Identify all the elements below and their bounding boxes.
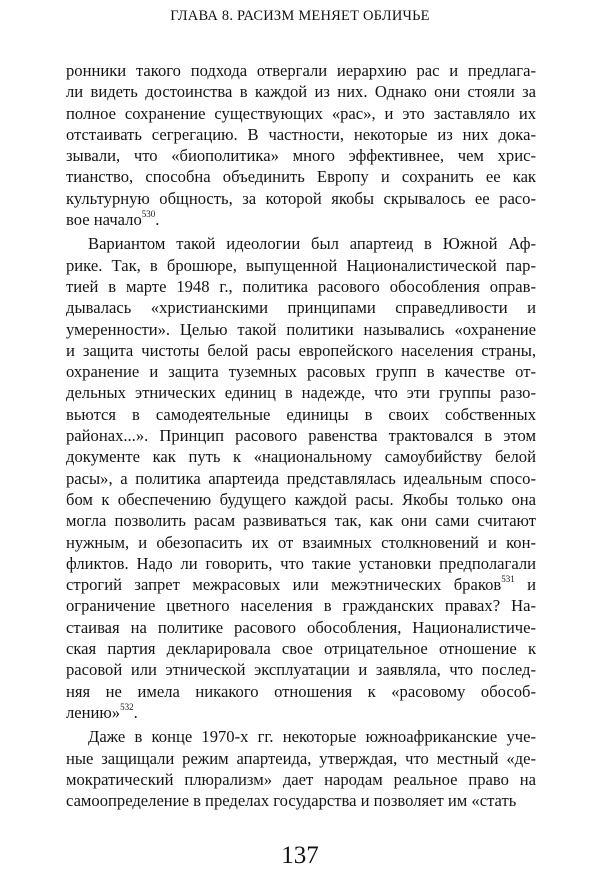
text-line bbox=[66, 489, 536, 510]
line-text: мократический плюрализм» дает народам реальное право на bbox=[66, 769, 536, 789]
page-number: 137 bbox=[281, 842, 319, 869]
text-line bbox=[66, 81, 536, 102]
line-text: могла позволить расам развиваться так, как они сами считают bbox=[66, 511, 536, 531]
text-line bbox=[66, 233, 536, 254]
text-line bbox=[66, 748, 536, 769]
line-text: стаивая на политике расового обособления, Националистиче- bbox=[66, 617, 536, 637]
line-text: нужным, и обезопасить их от взаимных столкновений и кон- bbox=[66, 532, 536, 552]
line-text: бом к обеспечению будущего каждой расы. Якобы только она bbox=[66, 489, 536, 509]
text-line bbox=[66, 166, 536, 187]
footnote-reference: 532 bbox=[120, 701, 134, 712]
text-line bbox=[66, 574, 536, 595]
text-line bbox=[66, 145, 536, 166]
text-line bbox=[66, 103, 536, 124]
text-line bbox=[66, 124, 536, 145]
text-line bbox=[66, 553, 536, 574]
line-text-after: и bbox=[514, 575, 537, 595]
line-text: ская партия декларировала свое отрицательное отношение к bbox=[66, 639, 536, 659]
line-text: Даже в конце 1970-х гг. некоторые южноафриканские уче- bbox=[88, 727, 536, 747]
text-line bbox=[66, 209, 536, 230]
line-text: рике. Так, в брошюре, выпущенной Националистической пар- bbox=[66, 255, 536, 275]
line-text: ные защищали режим апартеида, утверждая, что местный «де- bbox=[66, 748, 536, 768]
line-text: и защита чистоты белой расы европейского населения страны, bbox=[66, 340, 536, 360]
footnote-reference: 531 bbox=[501, 574, 515, 585]
line-text: тианство, способна объединить Европу и сохранить ее как bbox=[66, 167, 536, 187]
line-text: зывали, что «биополитика» много эффективнее, чем хрис- bbox=[66, 146, 536, 166]
line-text: фликтов. Надо ли говорить, что такие установки предполагали bbox=[66, 553, 536, 573]
running-head: ГЛАВА 8. РАСИЗМ МЕНЯЕТ ОБЛИЧЬЕ bbox=[170, 8, 430, 24]
line-text: тией в марте 1948 г., политика расового обособления оправ- bbox=[66, 276, 536, 296]
footnote-reference: 530 bbox=[141, 209, 156, 220]
line-text: охранение и защита туземных расовых групп в качестве от- bbox=[66, 362, 536, 382]
line-text: вьются в самодеятельные единицы в своих собственных bbox=[66, 404, 536, 424]
line-text: районах...». Принцип расового равенства трактовался в этом bbox=[66, 426, 536, 446]
text-line bbox=[66, 446, 536, 467]
text-line bbox=[66, 276, 536, 297]
line-text: ронники такого подхода отвергали иерархию рас и предлага- bbox=[66, 61, 536, 80]
text-line bbox=[66, 297, 536, 318]
text-line bbox=[66, 361, 536, 382]
line-text-after: . bbox=[133, 702, 138, 722]
text-line bbox=[66, 638, 536, 659]
text-line bbox=[66, 404, 536, 425]
text-line bbox=[66, 255, 536, 276]
line-text-after: . bbox=[155, 210, 160, 230]
text-line bbox=[66, 595, 536, 616]
text-line bbox=[66, 319, 536, 340]
text-line bbox=[66, 468, 536, 489]
line-text: вое начало bbox=[66, 210, 142, 230]
body-text bbox=[66, 60, 536, 814]
text-line bbox=[66, 769, 536, 790]
line-text: расы», а политика апартеида представлялась идеальным спосо- bbox=[66, 468, 536, 488]
line-text: документе как путь к «национальному самоубийству белой bbox=[66, 447, 536, 467]
line-text: няя не имела никакого отношения к «расовому обособ- bbox=[66, 681, 536, 701]
text-line bbox=[66, 726, 536, 747]
line-text: строгий запрет межрасовых или межэтнических браков bbox=[66, 575, 502, 595]
line-text: расовой или этнической эксплуатации и заявляла, что послед- bbox=[66, 660, 536, 680]
text-line bbox=[66, 340, 536, 361]
line-text: полное сохранение существующих «рас», и это заставляло их bbox=[66, 103, 536, 123]
text-line bbox=[66, 60, 536, 81]
text-line bbox=[66, 532, 536, 553]
line-text: Вариантом такой идеологии был апартеид в Южной Аф- bbox=[88, 234, 536, 254]
text-line bbox=[66, 790, 536, 811]
text-line bbox=[66, 510, 536, 531]
text-line bbox=[66, 382, 536, 403]
line-text: лению» bbox=[66, 702, 121, 722]
line-text: культурную общность, за которой якобы скрывалось ее расо- bbox=[66, 188, 536, 208]
text-line bbox=[66, 617, 536, 638]
text-line bbox=[66, 681, 536, 702]
line-text: отстаивать сегрегацию. В частности, некоторые из них дока- bbox=[66, 124, 536, 144]
text-line bbox=[66, 702, 536, 723]
line-text: дывалась «христианскими принципами справедливости и bbox=[66, 298, 536, 318]
paragraph bbox=[66, 60, 536, 230]
line-text: ограничение цветного населения в гражданских правах? На- bbox=[66, 596, 536, 616]
line-text: самоопределение в пределах государства и позволяет им «стать bbox=[66, 791, 517, 811]
paragraph bbox=[66, 233, 536, 723]
text-line bbox=[66, 425, 536, 446]
text-line bbox=[66, 188, 536, 209]
paragraph bbox=[66, 726, 536, 811]
line-text: дельных этнических единиц в надежде, что эти группы разо- bbox=[66, 383, 536, 403]
line-text: умеренности». Целью такой политики назывались «охранение bbox=[66, 319, 536, 339]
text-line bbox=[66, 659, 536, 680]
line-text: ли видеть достоинства в каждой из них. Однако они стояли за bbox=[66, 82, 536, 102]
